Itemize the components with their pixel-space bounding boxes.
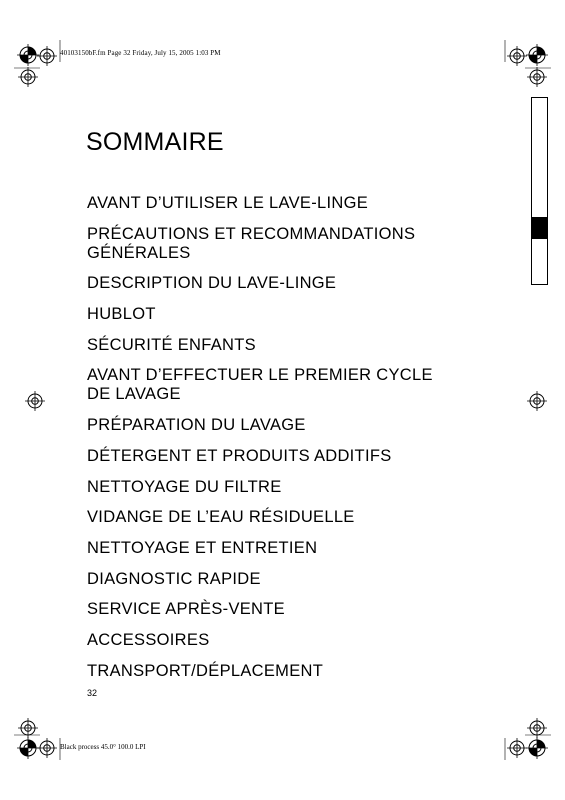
registration-mark-icon bbox=[17, 44, 39, 66]
toc-item: PRÉCAUTIONS ET RECOMMANDATIONS GÉNÉRALES bbox=[87, 224, 416, 262]
page-title: SOMMAIRE bbox=[86, 128, 224, 156]
crosshair-mark-icon bbox=[37, 738, 57, 758]
section-index-tab bbox=[531, 217, 548, 239]
table-of-contents bbox=[87, 194, 447, 692]
toc-item: NETTOYAGE ET ENTRETIEN bbox=[87, 538, 318, 557]
section-index-strip bbox=[531, 97, 548, 285]
toc-item: SERVICE APRÈS-VENTE bbox=[87, 600, 285, 619]
crosshair-mark-icon bbox=[527, 391, 547, 411]
crosshair-mark-icon bbox=[18, 67, 38, 87]
crosshair-mark-icon bbox=[527, 67, 547, 87]
toc-item: DESCRIPTION DU LAVE-LINGE bbox=[87, 274, 337, 293]
toc-item: DIAGNOSTIC RAPIDE bbox=[87, 569, 261, 588]
page-number: 32 bbox=[87, 688, 98, 698]
registration-mark-icon bbox=[526, 44, 548, 66]
toc-item: HUBLOT bbox=[87, 305, 156, 324]
toc-item: AVANT D’EFFECTUER LE PREMIER CYCLE DE LAVAGE bbox=[87, 366, 433, 404]
toc-item: NETTOYAGE DU FILTRE bbox=[87, 477, 282, 496]
file-info-header: 40103150bF.fm Page 32 Friday, July 15, 2005 1:03 PM bbox=[60, 49, 221, 57]
crosshair-mark-icon bbox=[507, 46, 527, 66]
crosshair-mark-icon bbox=[25, 391, 45, 411]
toc-item: TRANSPORT/DÉPLACEMENT bbox=[87, 661, 324, 680]
toc-item: ACCESSOIRES bbox=[87, 630, 210, 649]
toc-item: VIDANGE DE L’EAU RÉSIDUELLE bbox=[87, 508, 355, 527]
crosshair-mark-icon bbox=[507, 738, 527, 758]
toc-item: SÉCURITÉ ENFANTS bbox=[87, 335, 256, 354]
toc-item: PRÉPARATION DU LAVAGE bbox=[87, 416, 306, 435]
crosshair-mark-icon bbox=[37, 46, 57, 66]
toc-item: DÉTERGENT ET PRODUITS ADDITIFS bbox=[87, 446, 392, 465]
registration-mark-icon bbox=[17, 737, 39, 759]
print-info-footer: Black process 45.0° 100.0 LPI bbox=[60, 743, 146, 751]
registration-mark-icon bbox=[526, 737, 548, 759]
toc-item: AVANT D’UTILISER LE LAVE-LINGE bbox=[87, 194, 369, 212]
